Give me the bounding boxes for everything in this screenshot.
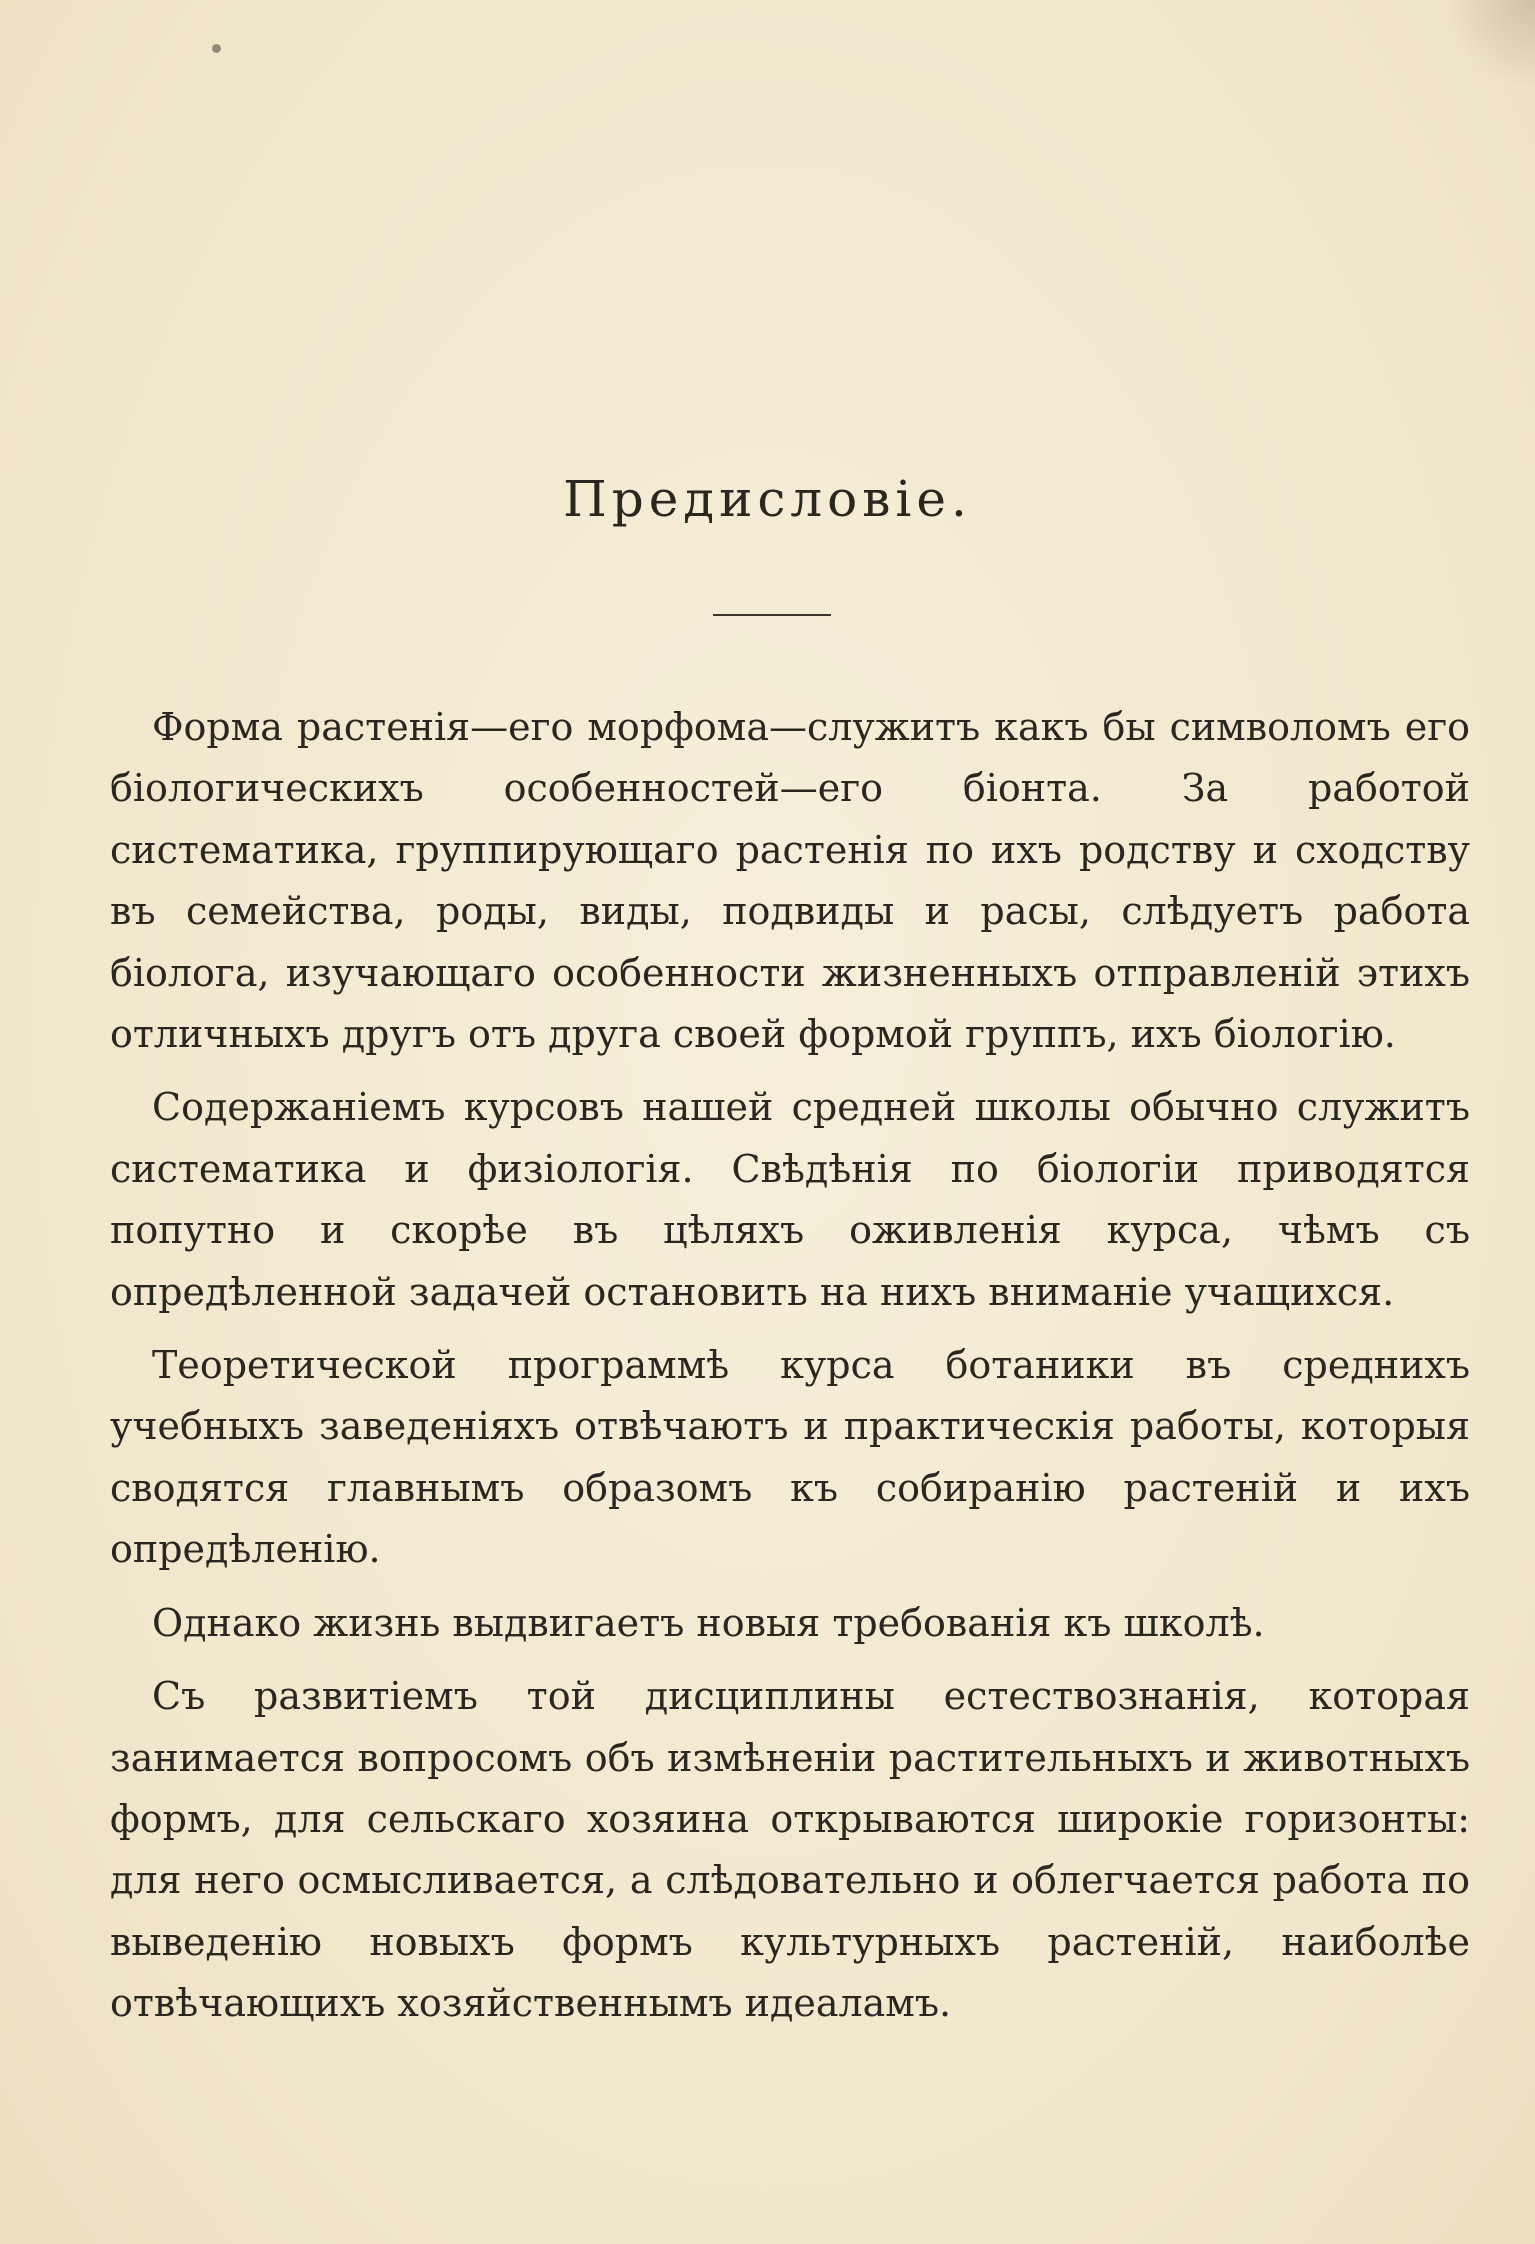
paragraph-5: Съ развитіемъ той дисциплины естествознанія, которая занимается вопросомъ объ измѣненіи растительныхъ и животныхъ формъ, для сельскаго хозяина открываются широкіе горизонты: для него осмысливается, а слѣдовательно и облегчается работа по выведенію новыхъ формъ культурныхъ растеній, наиболѣе отвѣчающихъ хозяйственнымъ идеаламъ. <box>110 1674 1470 2026</box>
page-title: Предисловіе. <box>563 470 972 528</box>
ink-speck <box>212 44 221 53</box>
body-text <box>110 697 1470 2035</box>
paragraph-3: Теоретической программѣ курса ботаники въ среднихъ учебныхъ заведеніяхъ отвѣчаютъ и практическія работы, которыя сводятся главнымъ образомъ къ собиранію растеній и ихъ опредѣленію. <box>110 1343 1470 1572</box>
corner-stain <box>1445 0 1535 90</box>
title-divider <box>713 614 831 616</box>
paragraph-1: Форма растенія—его морфома—служитъ какъ бы символомъ его біологическихъ особенностей—его біонта. За работой систематика, группирующаго растенія по ихъ родству и сходству въ семейства, роды, виды, подвиды и расы, слѣдуетъ работа біолога, изучающаго особенности жизненныхъ отправленій этихъ отличныхъ другъ отъ друга своей формой группъ, ихъ біологію. <box>110 705 1470 1057</box>
paragraph-2: Содержаніемъ курсовъ нашей средней школы обычно служитъ систематика и физіологія. Свѣдѣнія по біологіи приводятся попутно и скорѣе въ цѣляхъ оживленія курса, чѣмъ съ опредѣленной задачей остановить на нихъ вниманіе учащихся. <box>110 1085 1470 1314</box>
paragraph-4: Однако жизнь выдвигаетъ новыя требованія къ школѣ. <box>152 1600 1265 1645</box>
